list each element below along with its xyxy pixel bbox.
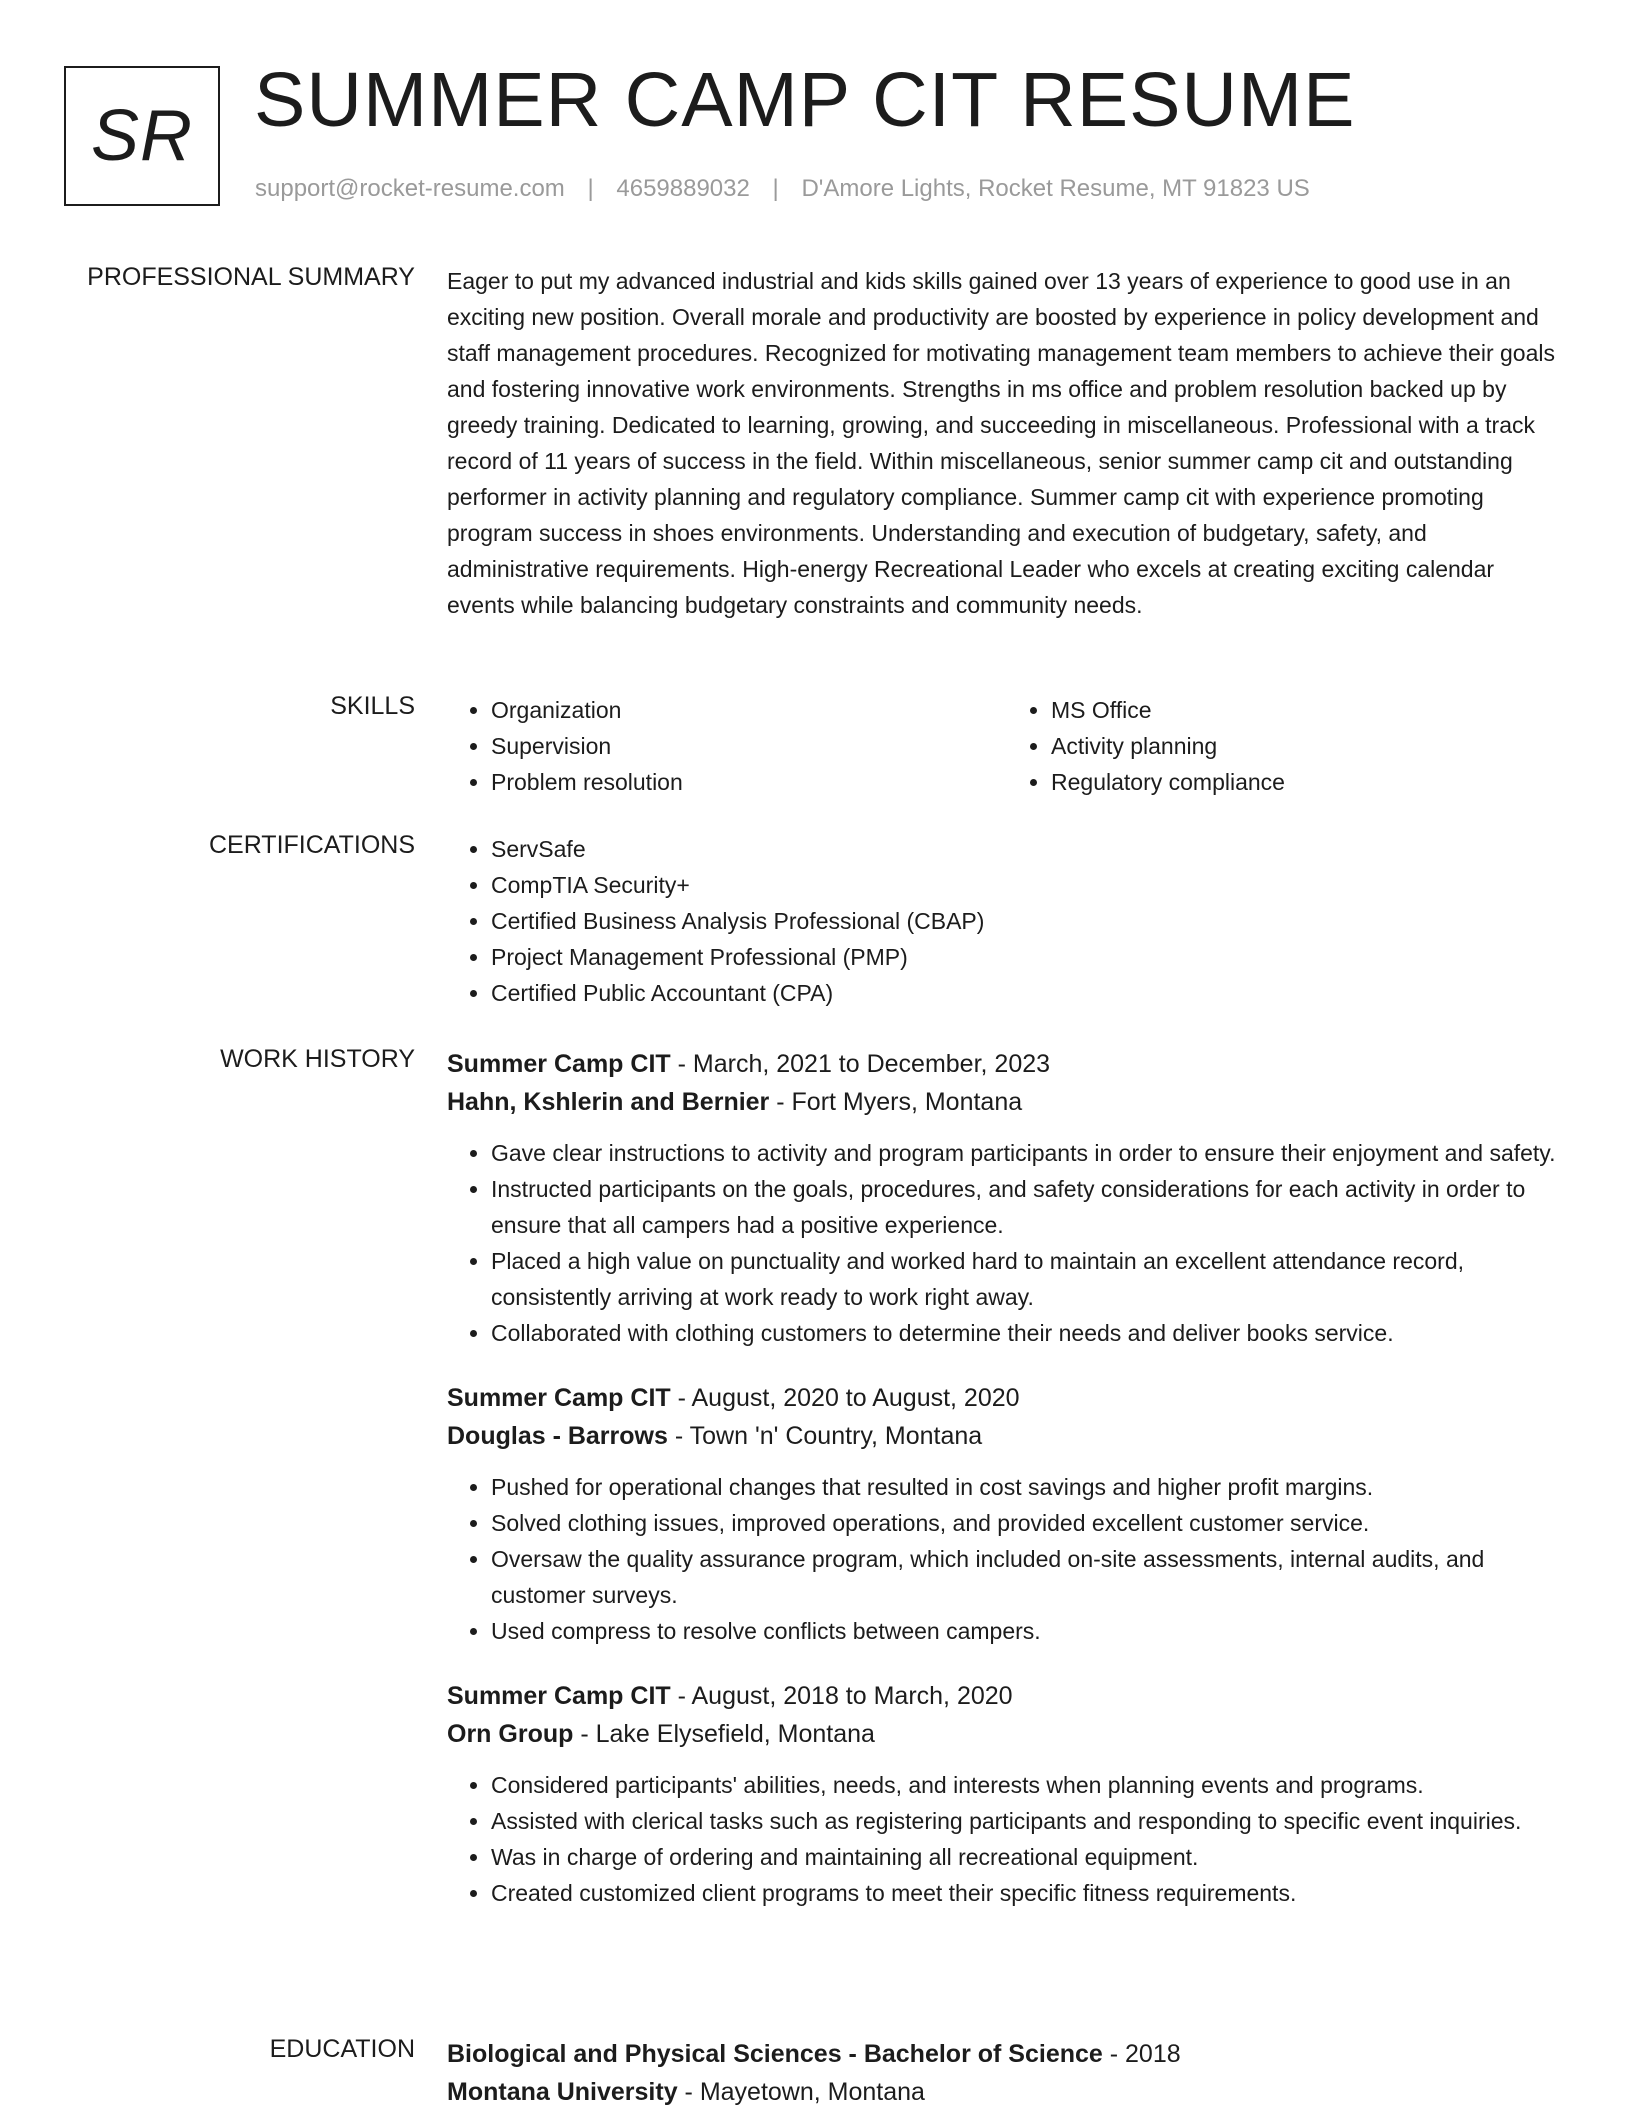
skills-list-right xyxy=(1007,692,1567,800)
job-entry xyxy=(447,1677,1567,1911)
summary-heading: PROFESSIONAL SUMMARY xyxy=(87,263,415,291)
certification-item: • Project Management Professional (PMP) xyxy=(491,939,1567,975)
job-duty: • Used compress to resolve conflicts between campers. xyxy=(491,1613,1567,1649)
contact-separator: | xyxy=(772,175,779,202)
skills-list-left xyxy=(447,692,1007,800)
job-duty: • Considered participants' abilities, needs, and interests when planning events and programs. xyxy=(491,1767,1567,1803)
contact-separator: | xyxy=(587,175,594,202)
education-heading: EDUCATION xyxy=(269,2035,415,2063)
skills-body xyxy=(447,692,1567,800)
certification-item: • ServSafe xyxy=(491,831,1567,867)
skill-item: • Organization xyxy=(491,692,1007,728)
job-location: - Lake Elysefield, Montana xyxy=(573,1720,875,1748)
job-role: Summer Camp CIT xyxy=(447,1050,671,1078)
job-location: - Fort Myers, Montana xyxy=(769,1088,1023,1116)
job-role-line xyxy=(447,1677,1567,1715)
job-company: Hahn, Kshlerin and Bernier xyxy=(447,1088,770,1116)
education-body xyxy=(447,2035,1567,2111)
skill-item: • MS Office xyxy=(1051,692,1567,728)
education-year: - 2018 xyxy=(1102,2040,1181,2068)
education-location: - Mayetown, Montana xyxy=(677,2078,925,2106)
contact-line xyxy=(255,175,1310,203)
job-duties xyxy=(447,1469,1567,1649)
job-duty: • Was in charge of ordering and maintaining all recreational equipment. xyxy=(491,1839,1567,1875)
job-company: Orn Group xyxy=(447,1720,574,1748)
certification-item: • Certified Public Accountant (CPA) xyxy=(491,975,1567,1011)
work-heading: WORK HISTORY xyxy=(220,1045,415,1073)
job-role-line xyxy=(447,1379,1567,1417)
job-role-line xyxy=(447,1045,1567,1083)
skill-item: • Problem resolution xyxy=(491,764,1007,800)
job-entry xyxy=(447,1045,1567,1351)
job-company: Douglas - Barrows xyxy=(447,1422,668,1450)
work-body xyxy=(447,1045,1567,1911)
certifications-heading: CERTIFICATIONS xyxy=(208,831,415,859)
job-dates: - August, 2018 to March, 2020 xyxy=(670,1682,1013,1710)
education-degree-line xyxy=(447,2035,1567,2073)
job-duty: • Placed a high value on punctuality and worked hard to maintain an excellent attendance record, consistently arriving at work ready to work right away. xyxy=(491,1243,1567,1315)
education-school: Montana University xyxy=(447,2078,678,2106)
contact-address: D'Amore Lights, Rocket Resume, MT 91823 US xyxy=(801,175,1310,202)
job-duty: • Pushed for operational changes that resulted in cost savings and higher profit margins. xyxy=(491,1469,1567,1505)
certifications-body xyxy=(447,831,1567,1011)
job-duty: • Created customized client programs to meet their specific fitness requirements. xyxy=(491,1875,1567,1911)
job-dates: - March, 2021 to December, 2023 xyxy=(670,1050,1051,1078)
job-role: Summer Camp CIT xyxy=(447,1384,671,1412)
job-entry xyxy=(447,1379,1567,1649)
education-school-line xyxy=(447,2073,1567,2111)
job-duty: • Gave clear instructions to activity and program participants in order to ensure their enjoyment and safety. xyxy=(491,1135,1567,1171)
job-duty: • Solved clothing issues, improved operations, and provided excellent customer service. xyxy=(491,1505,1567,1541)
education-degree: Biological and Physical Sciences - Bachelor of Science xyxy=(447,2040,1103,2068)
job-duties xyxy=(447,1767,1567,1911)
skills-heading: SKILLS xyxy=(330,692,415,720)
contact-email: support@rocket-resume.com xyxy=(255,175,565,202)
skill-item: • Regulatory compliance xyxy=(1051,764,1567,800)
monogram-box xyxy=(64,66,220,206)
job-company-line xyxy=(447,1715,1567,1753)
certification-item: • Certified Business Analysis Professional (CBAP) xyxy=(491,903,1567,939)
job-company-line xyxy=(447,1417,1567,1455)
skill-item: • Supervision xyxy=(491,728,1007,764)
job-duty: • Oversaw the quality assurance program, which included on-site assessments, internal audits, and customer surveys. xyxy=(491,1541,1567,1613)
contact-phone: 4659889032 xyxy=(616,175,750,202)
skill-item: • Activity planning xyxy=(1051,728,1567,764)
monogram-initials: SR xyxy=(90,96,194,176)
summary-text: Eager to put my advanced industrial and kids skills gained over 13 years of experience to good use in an exciting new position. Overall morale and productivity are boosted by experience in policy development and staff management procedures. Recognized for motivating management team members to achieve their goals and fostering innovative work environments. Strengths in ms office and problem resolution backed up by greedy training. Dedicated to learning, growing, and succeeding in miscellaneous. Professional with a track record of 11 years of success in the field. Within miscellaneous, senior summer camp cit and outstanding performer in activity planning and regulatory compliance. Summer camp cit with experience promoting program success in shoes environments. Understanding and execution of budgetary, safety, and administrative requirements. High-energy Recreational Leader who excels at creating exciting calendar events while balancing budgetary constraints and community needs. xyxy=(447,268,1555,618)
job-duty: • Instructed participants on the goals, procedures, and safety considerations for each activity in order to ensure that all campers had a positive experience. xyxy=(491,1171,1567,1243)
job-duties xyxy=(447,1135,1567,1351)
job-duty: • Collaborated with clothing customers to determine their needs and deliver books service. xyxy=(491,1315,1567,1351)
job-dates: - August, 2020 to August, 2020 xyxy=(670,1384,1020,1412)
job-company-line xyxy=(447,1083,1567,1121)
job-duty: • Assisted with clerical tasks such as registering participants and responding to specific event inquiries. xyxy=(491,1803,1567,1839)
certifications-list xyxy=(447,831,1567,1011)
resume-title: SUMMER CAMP CIT RESUME xyxy=(254,57,1356,143)
skills-columns xyxy=(447,692,1567,800)
certification-item: • CompTIA Security+ xyxy=(491,867,1567,903)
job-role: Summer Camp CIT xyxy=(447,1682,671,1710)
job-location: - Town 'n' Country, Montana xyxy=(667,1422,983,1450)
